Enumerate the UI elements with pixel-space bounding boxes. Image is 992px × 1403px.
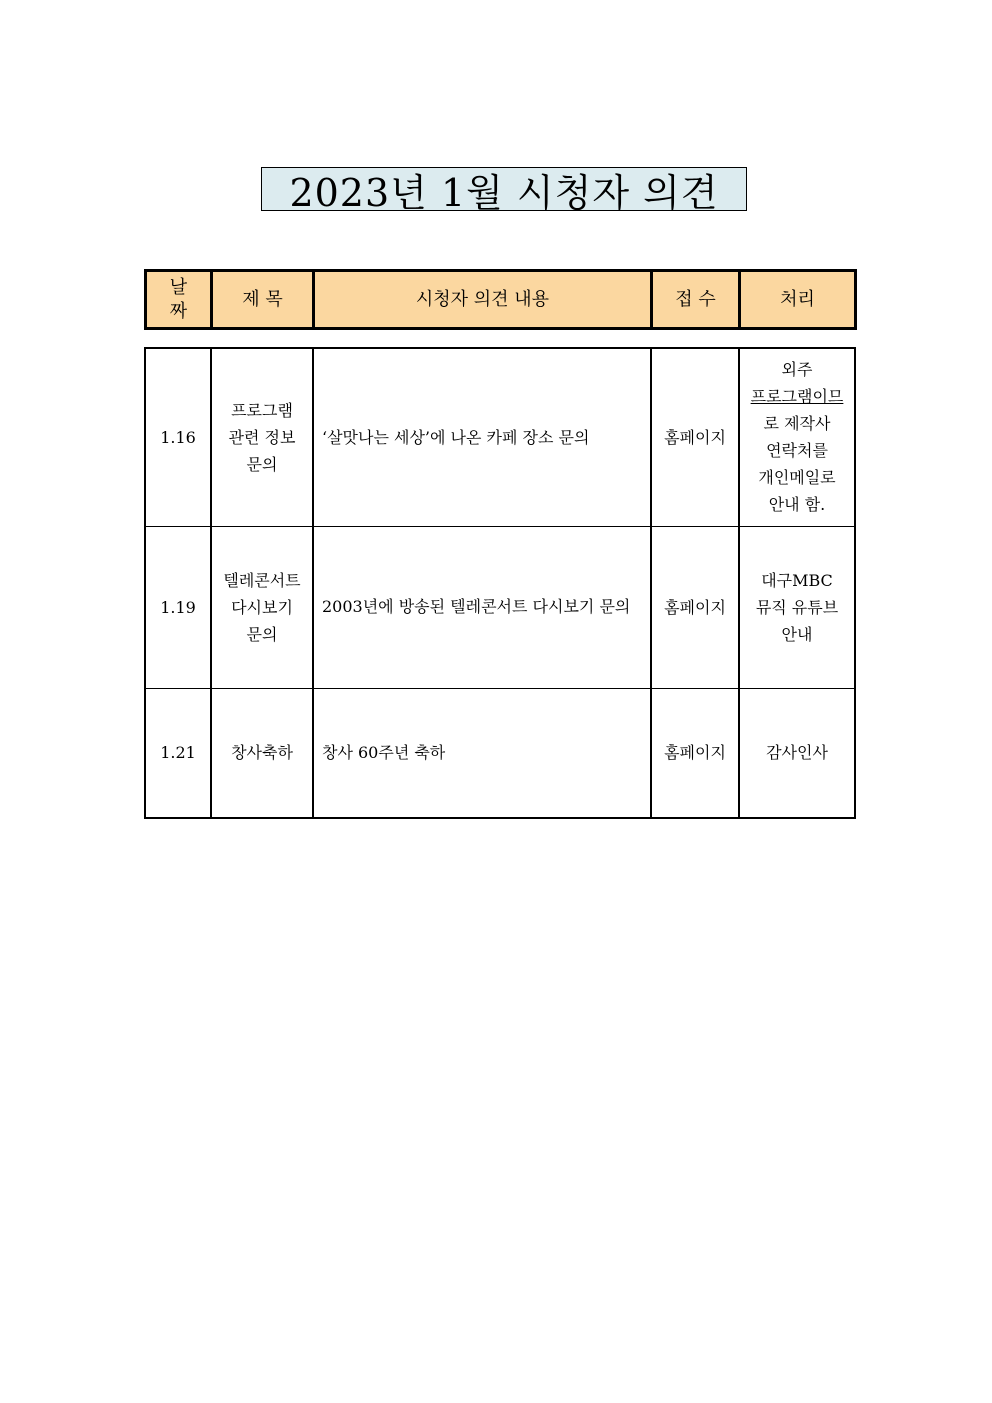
handling-line: 로 제작사 xyxy=(763,414,831,434)
subject-line: 관련 정보 xyxy=(228,427,296,447)
table-header xyxy=(144,269,857,330)
row-receipt: 홈페이지 xyxy=(651,688,739,818)
handling-line: 개인메일로 xyxy=(758,468,836,488)
row-subject xyxy=(211,348,313,526)
header-content: 시청자 의견 내용 xyxy=(314,271,652,329)
row-date: 1.19 xyxy=(145,526,211,688)
row-receipt: 홈페이지 xyxy=(651,526,739,688)
row-handling xyxy=(739,526,855,688)
row-receipt: 홈페이지 xyxy=(651,348,739,526)
row-content: 창사 60주년 축하 xyxy=(313,688,651,818)
subject-line: 다시보기 xyxy=(231,597,293,617)
handling-line: 안내 xyxy=(781,624,813,644)
row-content: ‘살맛나는 세상’에 나온 카페 장소 문의 xyxy=(313,348,651,526)
subject-line: 문의 xyxy=(246,624,278,644)
table-row xyxy=(145,688,855,818)
header-date-line-2: 짜 xyxy=(169,300,188,322)
handling-line: 외주 xyxy=(781,360,813,380)
content-text: 2003년에 방송된 텔레콘서트 다시보기 문의 xyxy=(322,597,631,616)
subject-line: 프로그램 xyxy=(231,400,293,420)
handling-line: 안내 함. xyxy=(768,495,826,515)
header-subject: 제 목 xyxy=(212,271,314,329)
header-receipt: 접 수 xyxy=(652,271,740,329)
handling-line: 감사인사 xyxy=(766,743,828,763)
opinions-table xyxy=(144,347,856,819)
row-date: 1.21 xyxy=(145,688,211,818)
page-title: 2023년 1월 시청자 의견 xyxy=(261,167,747,211)
handling-line: 프로그램이므 xyxy=(750,387,844,407)
subject-line: 문의 xyxy=(246,454,278,474)
handling-line: 뮤직 유튜브 xyxy=(755,597,839,617)
header-handling: 처리 xyxy=(740,271,856,329)
subject-line: 창사축하 xyxy=(231,743,293,763)
header-date-line-1: 날 xyxy=(169,276,188,298)
row-content xyxy=(313,526,651,688)
row-handling xyxy=(739,688,855,818)
row-handling xyxy=(739,348,855,526)
header-date xyxy=(146,271,212,329)
subject-line: 텔레콘서트 xyxy=(223,570,301,590)
row-subject xyxy=(211,688,313,818)
handling-line: 대구MBC xyxy=(761,570,833,590)
row-subject xyxy=(211,526,313,688)
row-date: 1.16 xyxy=(145,348,211,526)
table-row xyxy=(145,348,855,526)
handling-line: 연락처를 xyxy=(766,441,828,461)
table-row xyxy=(145,526,855,688)
